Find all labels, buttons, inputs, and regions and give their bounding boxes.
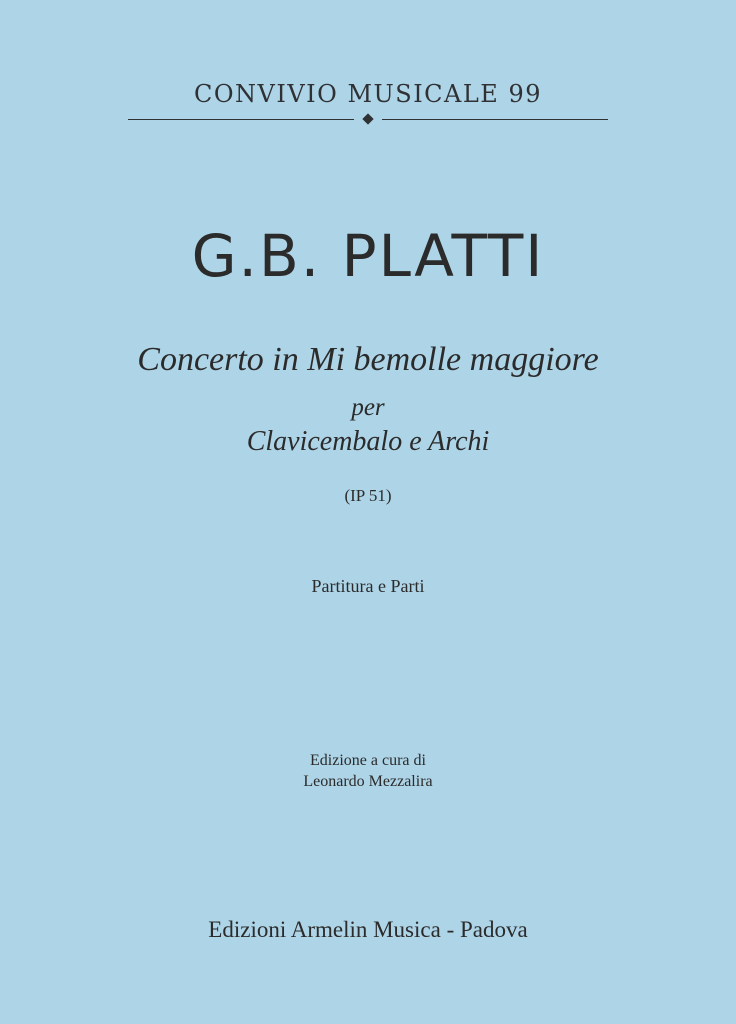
series-title: CONVIVIO MUSICALE 99 (193, 80, 542, 108)
editor-name: Leonardo Mezzalira (303, 773, 433, 790)
publication-format: Partitura e Parti (311, 576, 425, 596)
diamond-ornament-icon (362, 113, 373, 124)
divider-left (128, 119, 354, 120)
composer-name: G.B. PLATTI (191, 222, 545, 290)
edition-label: Edizione a cura di (310, 752, 426, 769)
divider-right (382, 119, 608, 120)
catalog-number: (IP 51) (344, 486, 392, 505)
work-title: Concerto in Mi bemolle maggiore (137, 341, 599, 378)
publisher: Edizioni Armelin Musica - Padova (208, 917, 528, 942)
work-instruments: Clavicembalo e Archi (246, 426, 490, 457)
work-per: per (351, 394, 385, 421)
